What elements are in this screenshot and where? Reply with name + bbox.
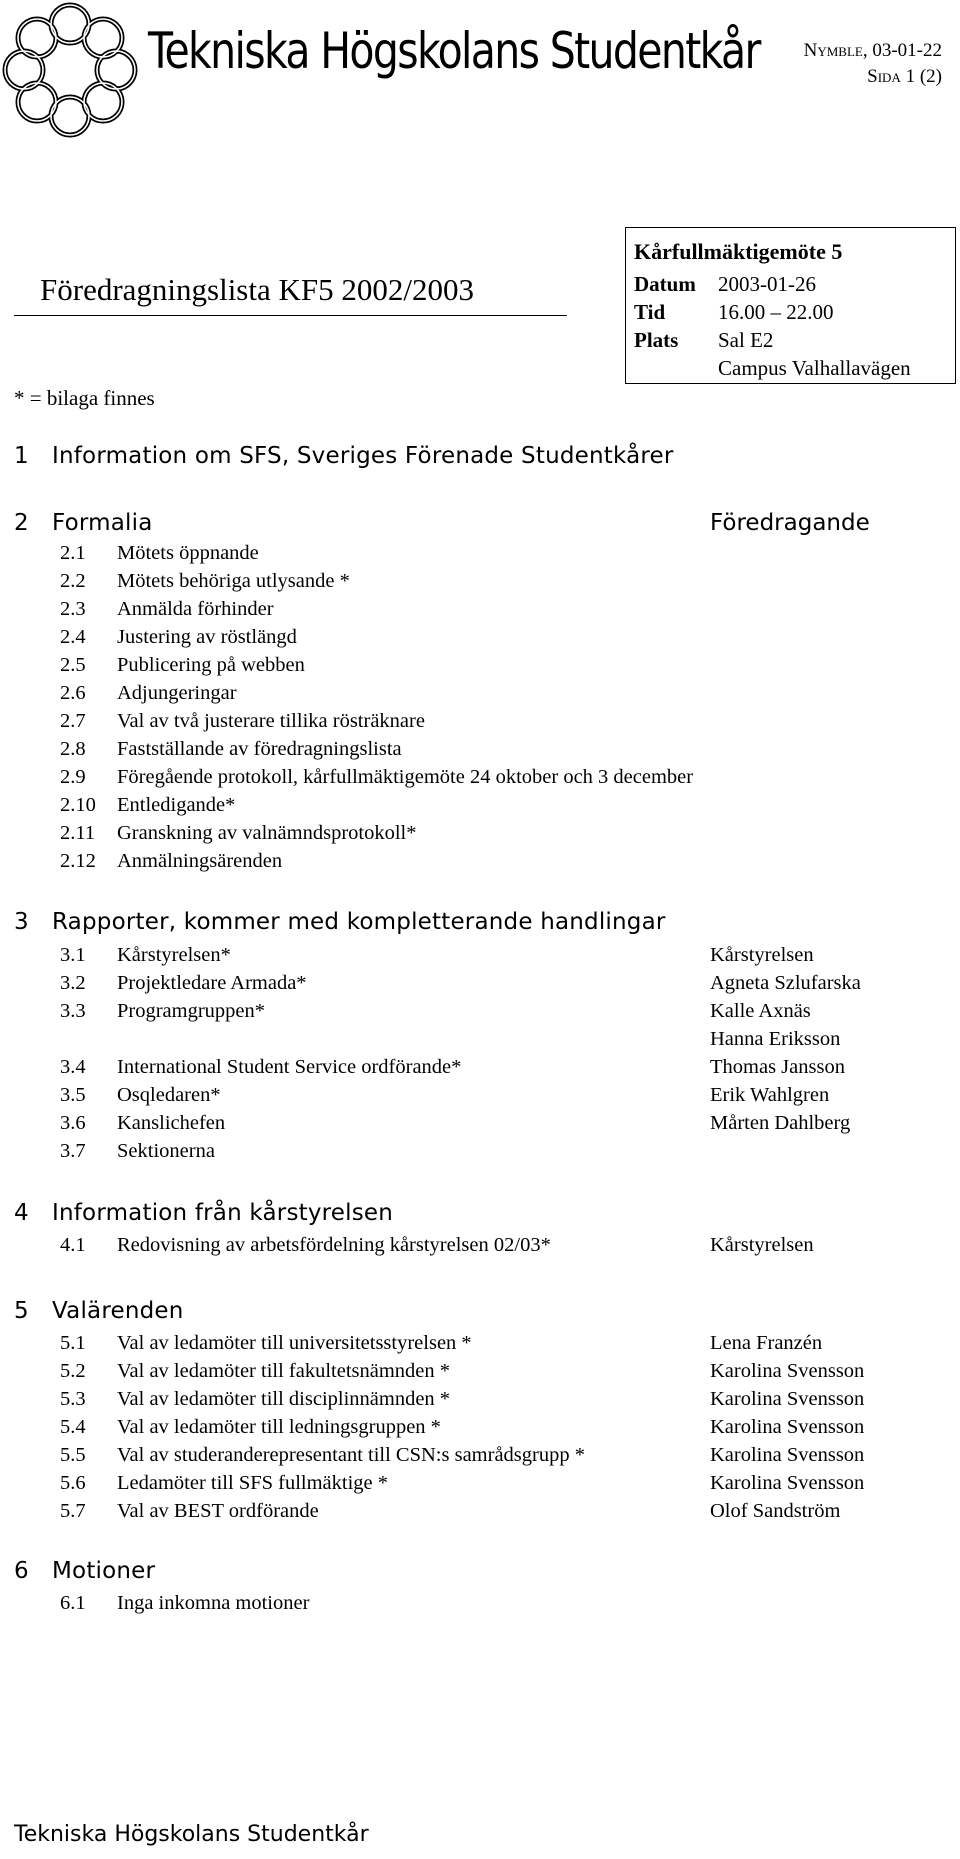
item-presenter: Erik Wahlgren bbox=[710, 1084, 830, 1106]
item-number: 5.5 bbox=[60, 1444, 86, 1466]
item-presenter: Mårten Dahlberg bbox=[710, 1112, 851, 1134]
item-number: 2.12 bbox=[60, 850, 96, 872]
item-presenter: Hanna Eriksson bbox=[710, 1028, 841, 1050]
reference-date: , 03-01-22 bbox=[862, 40, 942, 61]
item-presenter: Thomas Jansson bbox=[710, 1056, 845, 1078]
item-number: 5.7 bbox=[60, 1500, 86, 1522]
item-number: 2.9 bbox=[60, 766, 86, 788]
reference-prefix: Nymble bbox=[803, 40, 863, 61]
item-presenter: Karolina Svensson bbox=[710, 1472, 865, 1494]
place-value: Sal E2 bbox=[718, 328, 774, 352]
item-number: 5.4 bbox=[60, 1416, 86, 1438]
item-text: International Student Service ordförande* bbox=[117, 1056, 462, 1078]
item-text: Anmälda förhinder bbox=[117, 598, 274, 620]
item-presenter: Kalle Axnäs bbox=[710, 1000, 811, 1022]
item-number: 5.2 bbox=[60, 1360, 86, 1382]
item-text: Ledamöter till SFS fullmäktige * bbox=[117, 1472, 389, 1494]
item-number: 3.5 bbox=[60, 1084, 86, 1106]
item-presenter: Karolina Svensson bbox=[710, 1416, 865, 1438]
item-text: Val av ledamöter till disciplinnämnden * bbox=[117, 1388, 451, 1410]
time-value: 16.00 – 22.00 bbox=[718, 300, 834, 324]
section-heading bbox=[14, 510, 153, 536]
date-value: 2003-01-26 bbox=[718, 272, 816, 296]
item-text: Redovisning av arbetsfördelning kårstyrelsen 02/03* bbox=[117, 1234, 551, 1256]
item-text: Entledigande* bbox=[117, 794, 236, 816]
item-text: Mötets öppnande bbox=[117, 542, 259, 564]
section-number: 4 bbox=[14, 1200, 29, 1226]
date-label: Datum bbox=[634, 272, 696, 296]
section-heading bbox=[14, 1200, 393, 1226]
item-number: 5.3 bbox=[60, 1388, 86, 1410]
item-number: 3.3 bbox=[60, 1000, 86, 1022]
meeting-place-row bbox=[634, 328, 773, 353]
item-text: Mötets behöriga utlysande * bbox=[117, 570, 350, 592]
item-number: 3.1 bbox=[60, 944, 86, 966]
item-number: 3.6 bbox=[60, 1112, 86, 1134]
item-text: Projektledare Armada* bbox=[117, 972, 307, 994]
item-text: Val av ledamöter till fakultetsnämnden * bbox=[117, 1360, 451, 1382]
item-text: Anmälningsärenden bbox=[117, 850, 283, 872]
item-text: Val av BEST ordförande bbox=[117, 1500, 319, 1522]
section-title: Information från kårstyrelsen bbox=[52, 1200, 394, 1226]
item-text: Publicering på webben bbox=[117, 654, 305, 676]
page-prefix: Sida bbox=[867, 66, 901, 87]
section-heading bbox=[14, 909, 666, 935]
item-text: Fastställande av föredragningslista bbox=[117, 738, 402, 760]
item-text: Val av ledamöter till ledningsgruppen * bbox=[117, 1416, 441, 1438]
item-number: 2.7 bbox=[60, 710, 86, 732]
item-number: 2.8 bbox=[60, 738, 86, 760]
item-text: Föregående protokoll, kårfullmäktigemöte 24 oktober och 3 december bbox=[117, 766, 694, 788]
section-title: Motioner bbox=[52, 1558, 156, 1584]
item-presenter: Lena Franzén bbox=[710, 1332, 823, 1354]
footer-organization: Tekniska Högskolans Studentkår bbox=[14, 1822, 369, 1847]
item-presenter: Agneta Szlufarska bbox=[710, 972, 861, 994]
section-number: 6 bbox=[14, 1558, 29, 1584]
item-text: Val av två justerare tillika rösträknare bbox=[117, 710, 425, 732]
item-number: 2.2 bbox=[60, 570, 86, 592]
section-number: 1 bbox=[14, 443, 29, 469]
document-title: Föredragningslista KF5 2002/2003 bbox=[40, 272, 474, 307]
item-text: Kanslichefen bbox=[117, 1112, 226, 1134]
item-text: Justering av röstlängd bbox=[117, 626, 297, 648]
item-text: Programgruppen* bbox=[117, 1000, 266, 1022]
item-presenter: Karolina Svensson bbox=[710, 1360, 865, 1382]
item-number: 2.4 bbox=[60, 626, 86, 648]
item-text: Sektionerna bbox=[117, 1140, 215, 1162]
section-title: Valärenden bbox=[52, 1298, 184, 1324]
place-label: Plats bbox=[634, 328, 679, 352]
meeting-place-campus: Campus Valhallavägen bbox=[718, 356, 911, 380]
item-number: 2.10 bbox=[60, 794, 96, 816]
item-number: 3.2 bbox=[60, 972, 86, 994]
item-number: 2.1 bbox=[60, 542, 86, 564]
section-title: Information om SFS, Sveriges Förenade Studentkårer bbox=[52, 443, 674, 469]
document-reference bbox=[804, 40, 942, 62]
section-number: 3 bbox=[14, 909, 29, 935]
section-title: Formalia bbox=[52, 510, 153, 536]
organization-title: Tekniska Högskolans Studentkår bbox=[148, 22, 760, 80]
rings-logo-icon bbox=[2, 2, 138, 138]
item-number: 4.1 bbox=[60, 1234, 86, 1256]
presenter-column-header: Föredragande bbox=[710, 510, 870, 536]
page-indicator bbox=[867, 66, 942, 88]
attachment-note: * = bilaga finnes bbox=[14, 386, 155, 410]
item-text: Adjungeringar bbox=[117, 682, 237, 704]
section-heading bbox=[14, 443, 674, 469]
item-number: 6.1 bbox=[60, 1592, 86, 1614]
item-presenter: Kårstyrelsen bbox=[710, 1234, 814, 1256]
section-title: Rapporter, kommer med kompletterande handlingar bbox=[52, 909, 666, 935]
item-text: Val av ledamöter till universitetsstyrelsen * bbox=[117, 1332, 472, 1354]
item-number: 5.1 bbox=[60, 1332, 86, 1354]
section-heading bbox=[14, 1298, 184, 1324]
item-presenter: Kårstyrelsen bbox=[710, 944, 814, 966]
item-number: 2.11 bbox=[60, 822, 96, 844]
item-presenter: Olof Sandström bbox=[710, 1500, 841, 1522]
item-presenter: Karolina Svensson bbox=[710, 1388, 865, 1410]
item-presenter: Karolina Svensson bbox=[710, 1444, 865, 1466]
meeting-info-box bbox=[625, 227, 956, 384]
item-number: 3.7 bbox=[60, 1140, 86, 1162]
item-number: 2.3 bbox=[60, 598, 86, 620]
section-number: 5 bbox=[14, 1298, 29, 1324]
time-label: Tid bbox=[634, 300, 666, 324]
item-text: Osqledaren* bbox=[117, 1084, 221, 1106]
section-heading bbox=[14, 1558, 155, 1584]
meeting-time-row bbox=[634, 300, 834, 325]
item-number: 5.6 bbox=[60, 1472, 86, 1494]
item-number: 3.4 bbox=[60, 1056, 86, 1078]
meeting-title: Kårfullmäktigemöte 5 bbox=[634, 239, 843, 264]
page-value: 1 (2) bbox=[900, 66, 942, 87]
item-text: Kårstyrelsen* bbox=[117, 944, 231, 966]
item-text: Inga inkomna motioner bbox=[117, 1592, 310, 1614]
item-number: 2.6 bbox=[60, 682, 86, 704]
item-number: 2.5 bbox=[60, 654, 86, 676]
item-text: Val av studeranderepresentant till CSN:s samrådsgrupp * bbox=[117, 1444, 585, 1466]
title-underline bbox=[14, 315, 567, 316]
meeting-date-row bbox=[634, 272, 816, 297]
section-number: 2 bbox=[14, 510, 29, 536]
item-text: Granskning av valnämndsprotokoll* bbox=[117, 822, 417, 844]
